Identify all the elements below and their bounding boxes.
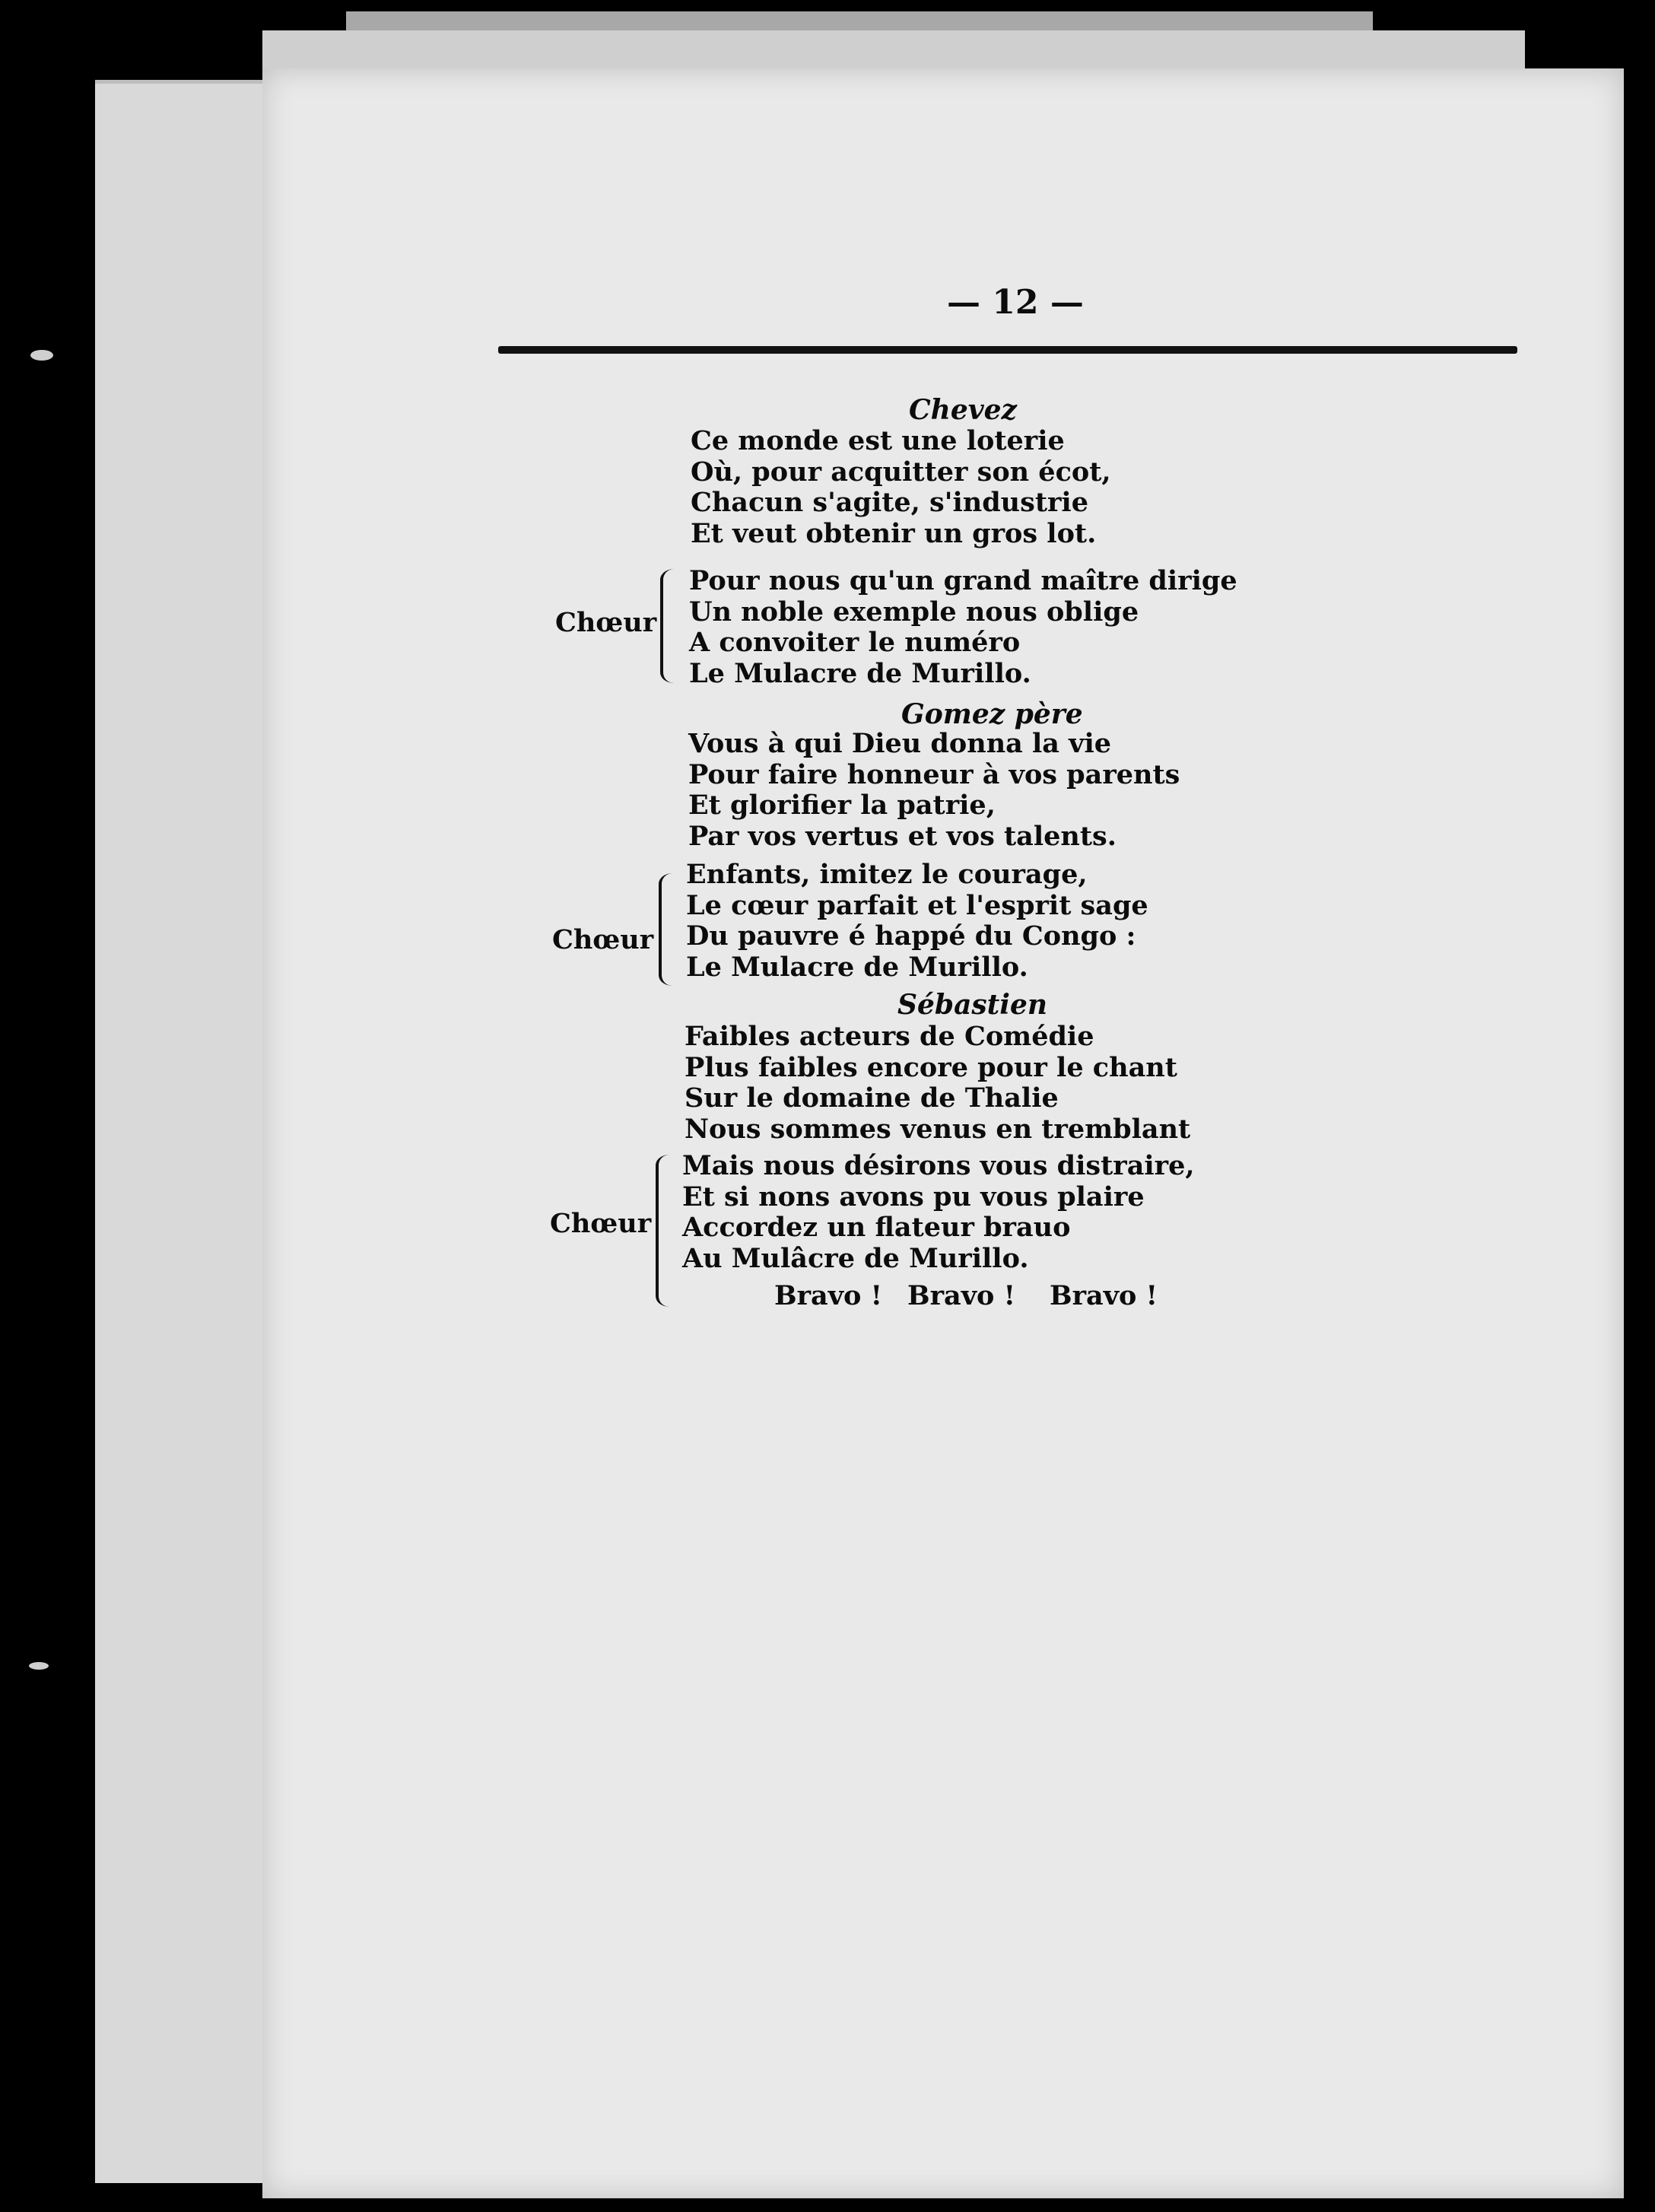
verse-line: Ce monde est une loterie xyxy=(691,425,1065,456)
verse-line: Mais nous désirons vous distraire, xyxy=(682,1150,1195,1181)
verse-line: Où, pour acquitter son écot, xyxy=(691,456,1111,488)
left-margin-strip xyxy=(95,84,270,2183)
chorus-brace xyxy=(659,873,672,986)
speaker-name: Sébastien xyxy=(897,989,1048,1021)
verse-line: Pour nous qu'un grand maître dirige xyxy=(689,565,1237,596)
chorus-label: Chœur xyxy=(550,1208,652,1239)
chorus-brace xyxy=(656,1155,669,1307)
bravo-text: Bravo ! xyxy=(907,1280,1015,1311)
verse-block xyxy=(685,1022,1190,1145)
verse-line: Le Mulacre de Murillo. xyxy=(689,657,1031,689)
verse-block xyxy=(691,426,1111,549)
chorus-brace xyxy=(660,569,674,683)
verse-line: Du pauvre é happé du Congo : xyxy=(686,920,1136,952)
verse-line: Sur le domaine de Thalie xyxy=(685,1082,1059,1114)
bravo-text: Bravo ! xyxy=(1050,1280,1158,1311)
page-number: — 12 — xyxy=(947,283,1084,322)
verse-line: Le cœur parfait et l'esprit sage xyxy=(686,889,1148,921)
scan-speck xyxy=(30,350,53,361)
verse-line: A convoiter le numéro xyxy=(689,627,1021,658)
verse-line: Pour faire honneur à vos parents xyxy=(688,758,1180,790)
chorus-label: Chœur xyxy=(552,924,654,955)
verse-line: Et glorifier la patrie, xyxy=(688,790,996,821)
verse-line: Nous sommes venus en tremblant xyxy=(685,1113,1191,1145)
bravo-text: Bravo ! xyxy=(774,1280,882,1311)
verse-line: Et si nons avons pu vous plaire xyxy=(682,1181,1145,1212)
verse-line: Un noble exemple nous oblige xyxy=(689,596,1139,628)
verse-block xyxy=(682,1151,1195,1274)
chorus-label: Chœur xyxy=(555,607,657,638)
verse-line: Faibles acteurs de Comédie xyxy=(685,1021,1094,1052)
verse-line: Vous à qui Dieu donna la vie xyxy=(688,728,1112,759)
verse-line: Et veut obtenir un gros lot. xyxy=(691,517,1097,549)
header-rule xyxy=(498,346,1517,354)
verse-line: Accordez un flateur brauo xyxy=(682,1212,1071,1243)
verse-line: Par vos vertus et vos talents. xyxy=(688,820,1117,852)
verse-block xyxy=(689,566,1237,689)
verse-block xyxy=(686,860,1148,983)
verse-block xyxy=(688,729,1180,852)
speaker-name: Gomez père xyxy=(901,698,1083,730)
verse-line: Plus faibles encore pour le chant xyxy=(685,1051,1177,1083)
verse-line: Au Mulâcre de Murillo. xyxy=(682,1242,1029,1274)
verse-line: Enfants, imitez le courage, xyxy=(686,859,1088,890)
scan-speck xyxy=(29,1662,49,1670)
speaker-name: Chevez xyxy=(909,394,1017,426)
verse-line: Chacun s'agite, s'industrie xyxy=(691,487,1089,518)
verse-line: Le Mulacre de Murillo. xyxy=(686,951,1028,983)
